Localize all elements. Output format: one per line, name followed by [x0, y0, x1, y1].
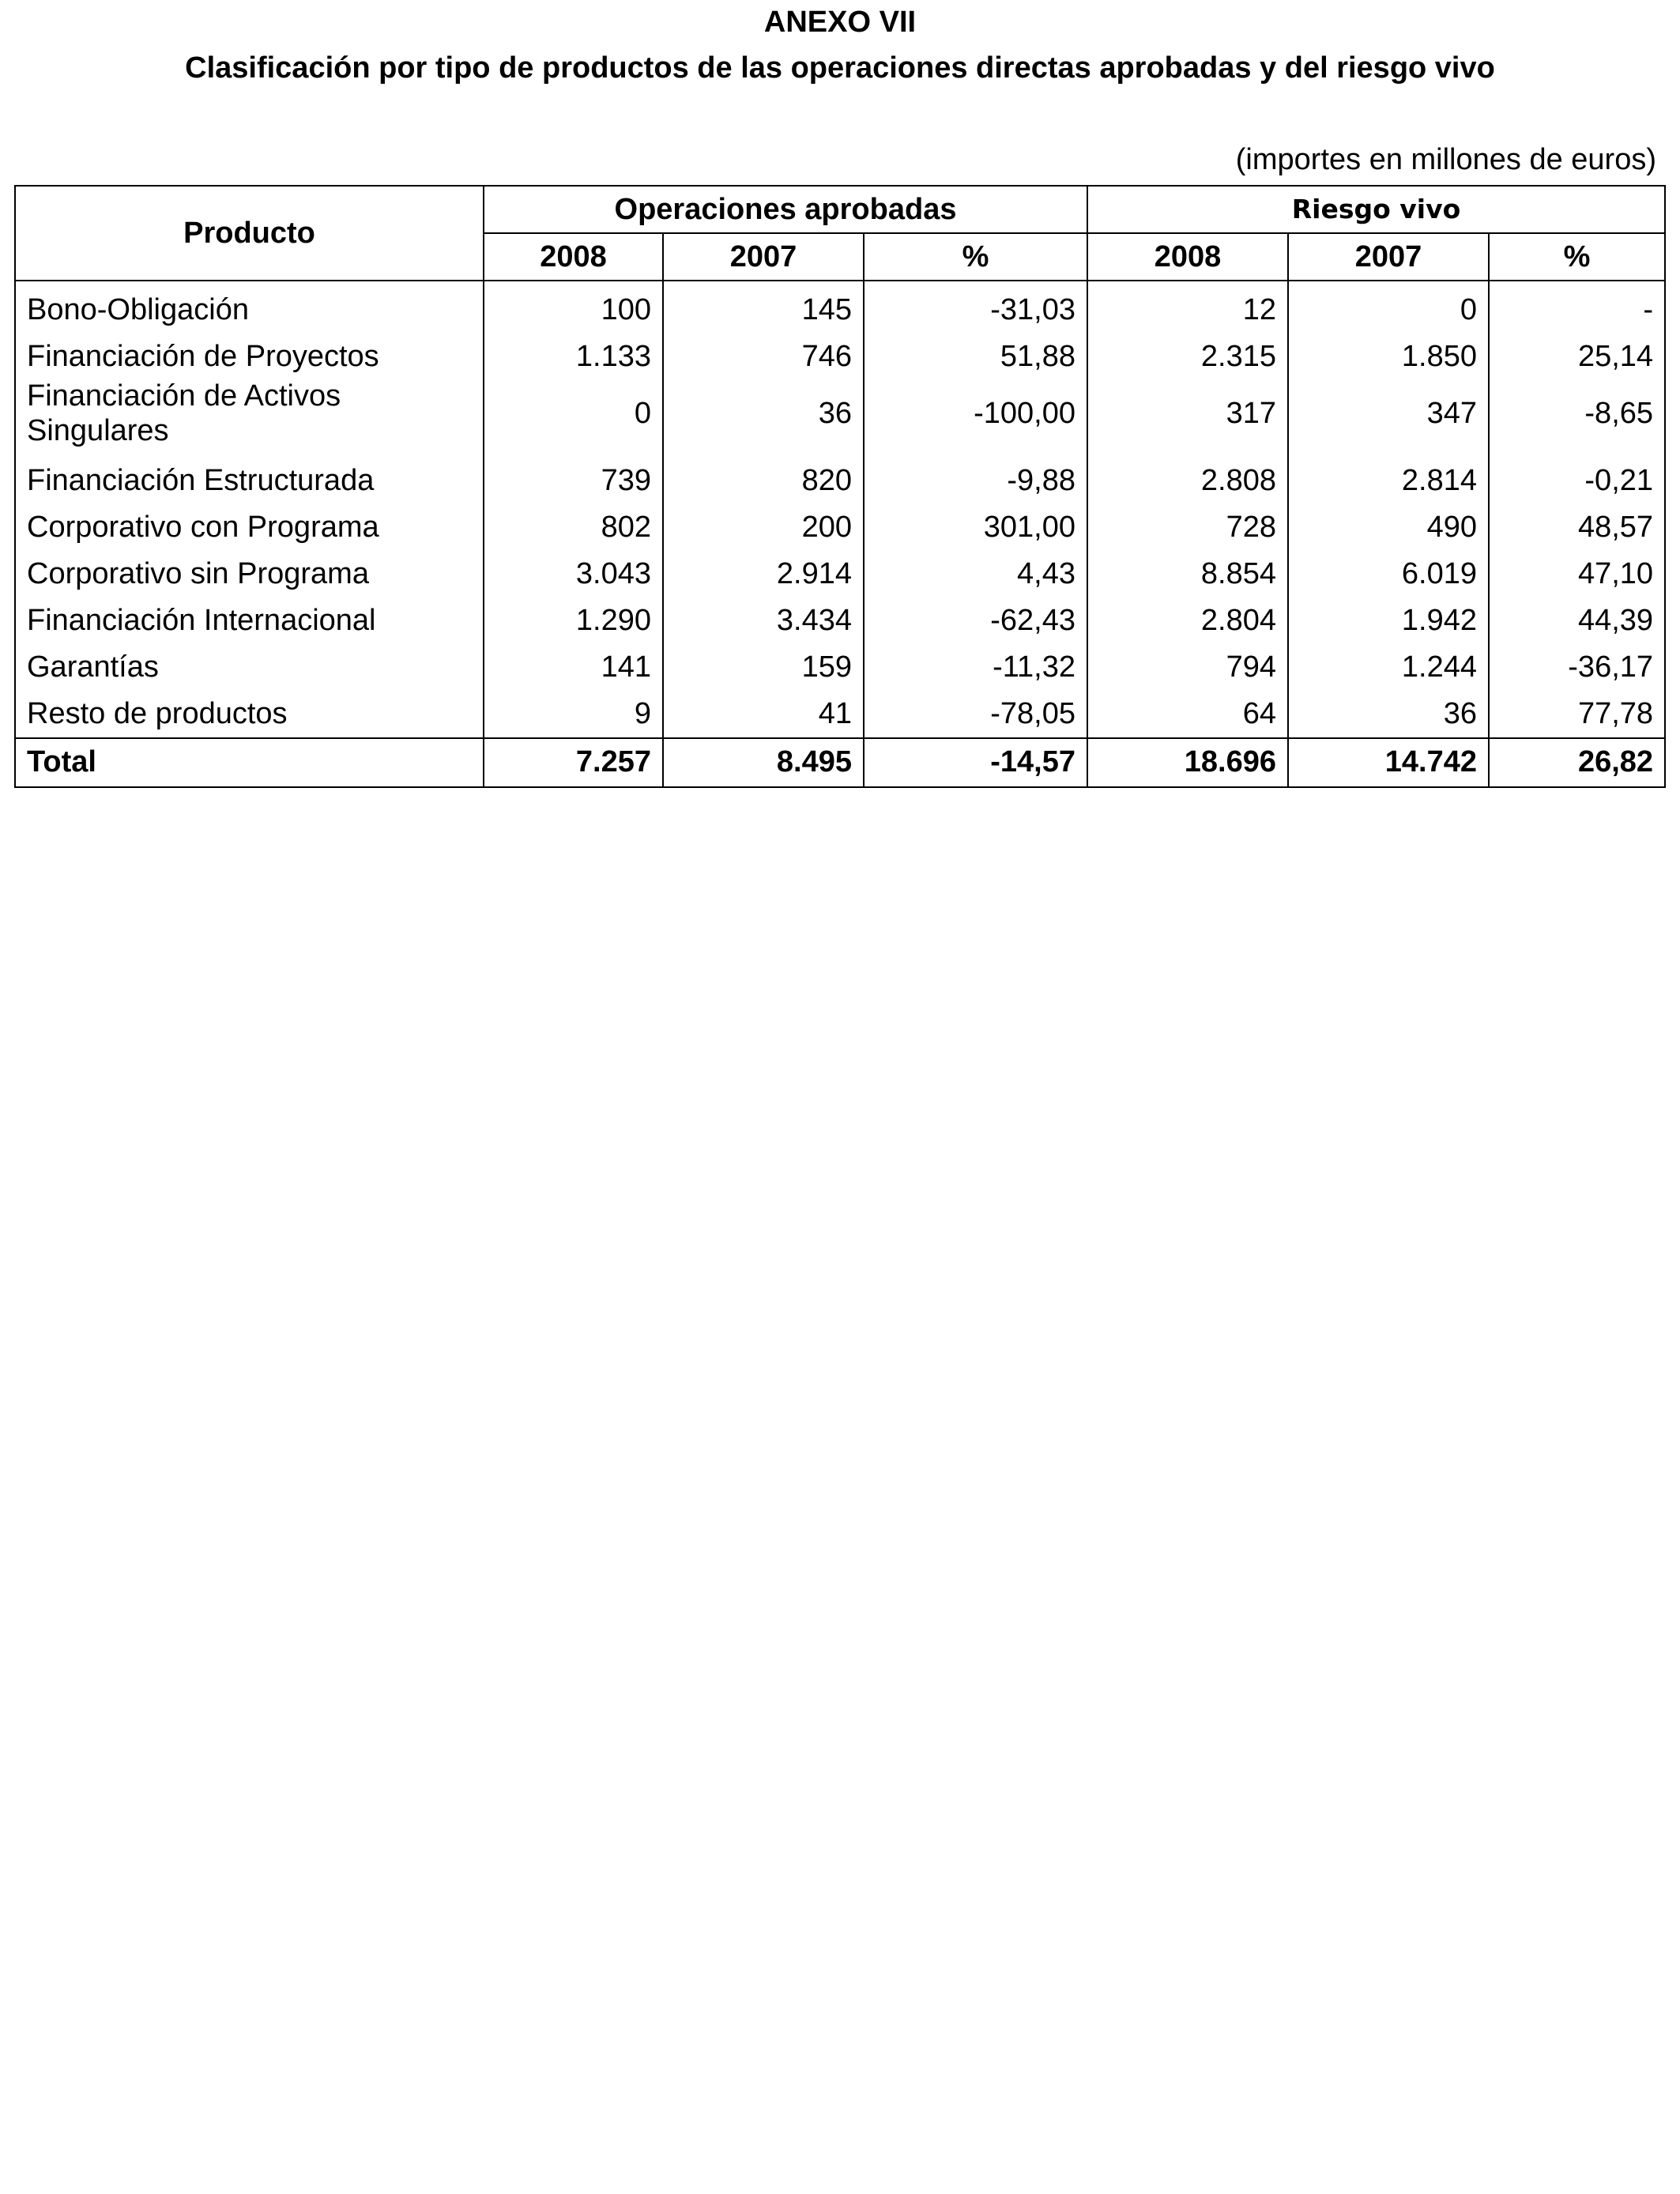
cell-aprobadas-2008: 141 [484, 639, 663, 686]
cell-riesgo-2008: 728 [1087, 499, 1288, 546]
cell-aprobadas-pct: 51,88 [864, 329, 1087, 375]
cell-riesgo-2007: 490 [1288, 499, 1489, 546]
cell-riesgo-pct: 77,78 [1489, 686, 1665, 738]
table-row [15, 329, 1665, 375]
total-label: Total [15, 738, 484, 787]
total-riesgo-2008: 18.696 [1087, 738, 1288, 787]
total-row [15, 738, 1665, 787]
document-subtitle: Clasificación por tipo de productos de las operaciones directas aprobadas y del riesgo vivo [185, 51, 1495, 85]
table-row [15, 375, 1665, 453]
cell-riesgo-pct: 25,14 [1489, 329, 1665, 375]
column-header-riesgo-pct: % [1489, 233, 1665, 281]
cell-aprobadas-pct: -31,03 [864, 281, 1087, 329]
cell-riesgo-pct: - [1489, 281, 1665, 329]
cell-riesgo-2007: 0 [1288, 281, 1489, 329]
cell-riesgo-2008: 64 [1087, 686, 1288, 738]
cell-aprobadas-2008: 100 [484, 281, 663, 329]
row-label: Corporativo sin Programa [15, 546, 484, 593]
column-header-aprobadas-2007: 2007 [663, 233, 864, 281]
cell-riesgo-2008: 317 [1087, 375, 1288, 453]
cell-aprobadas-2008: 1.290 [484, 593, 663, 639]
column-header-riesgo-2008: 2008 [1087, 233, 1288, 281]
cell-aprobadas-2007: 159 [663, 639, 864, 686]
cell-aprobadas-pct: 4,43 [864, 546, 1087, 593]
table-row [15, 546, 1665, 593]
cell-riesgo-2008: 2.808 [1087, 453, 1288, 499]
row-label: Financiación Internacional [15, 593, 484, 639]
cell-riesgo-pct: 47,10 [1489, 546, 1665, 593]
cell-riesgo-pct: -8,65 [1489, 375, 1665, 453]
column-header-producto: Producto [15, 186, 484, 281]
cell-aprobadas-2007: 36 [663, 375, 864, 453]
table-row [15, 453, 1665, 499]
cell-riesgo-2008: 794 [1087, 639, 1288, 686]
column-header-riesgo-2007: 2007 [1288, 233, 1489, 281]
cell-aprobadas-pct: -100,00 [864, 375, 1087, 453]
cell-riesgo-2007: 36 [1288, 686, 1489, 738]
cell-aprobadas-2007: 145 [663, 281, 864, 329]
cell-riesgo-pct: -36,17 [1489, 639, 1665, 686]
table-row [15, 499, 1665, 546]
total-aprobadas-2007: 8.495 [663, 738, 864, 787]
column-header-aprobadas-2008: 2008 [484, 233, 663, 281]
total-aprobadas-2008: 7.257 [484, 738, 663, 787]
total-riesgo-2007: 14.742 [1288, 738, 1489, 787]
table-row [15, 686, 1665, 738]
cell-aprobadas-pct: -62,43 [864, 593, 1087, 639]
cell-aprobadas-2008: 802 [484, 499, 663, 546]
cell-aprobadas-2008: 739 [484, 453, 663, 499]
cell-aprobadas-pct: -11,32 [864, 639, 1087, 686]
document-title: ANEXO VII [763, 6, 917, 39]
cell-aprobadas-2008: 0 [484, 375, 663, 453]
cell-aprobadas-pct: -78,05 [864, 686, 1087, 738]
cell-riesgo-2008: 12 [1087, 281, 1288, 329]
row-label: Bono-Obligación [15, 281, 484, 329]
row-label: Financiación de Proyectos [15, 329, 484, 375]
row-label: Financiación de Activos Singulares [15, 375, 484, 453]
cell-aprobadas-2008: 1.133 [484, 329, 663, 375]
cell-aprobadas-2007: 746 [663, 329, 864, 375]
cell-riesgo-2007: 6.019 [1288, 546, 1489, 593]
cell-riesgo-2007: 1.850 [1288, 329, 1489, 375]
products-table [14, 185, 1666, 788]
table-row [15, 639, 1665, 686]
total-aprobadas-pct: -14,57 [864, 738, 1087, 787]
table-row [15, 281, 1665, 329]
cell-aprobadas-2007: 41 [663, 686, 864, 738]
cell-riesgo-2007: 1.942 [1288, 593, 1489, 639]
cell-aprobadas-2008: 3.043 [484, 546, 663, 593]
cell-aprobadas-pct: 301,00 [864, 499, 1087, 546]
group-header-operaciones-aprobadas: Operaciones aprobadas [484, 186, 1087, 233]
table-row [15, 593, 1665, 639]
cell-riesgo-2007: 2.814 [1288, 453, 1489, 499]
cell-riesgo-2008: 2.804 [1087, 593, 1288, 639]
cell-riesgo-2008: 8.854 [1087, 546, 1288, 593]
row-label: Corporativo con Programa [15, 499, 484, 546]
group-header-riesgo-vivo: Riesgo vivo [1087, 186, 1665, 233]
cell-aprobadas-2008: 9 [484, 686, 663, 738]
cell-aprobadas-2007: 200 [663, 499, 864, 546]
cell-riesgo-pct: 48,57 [1489, 499, 1665, 546]
cell-aprobadas-2007: 820 [663, 453, 864, 499]
table-body [15, 281, 1665, 787]
cell-riesgo-2007: 1.244 [1288, 639, 1489, 686]
cell-aprobadas-2007: 2.914 [663, 546, 864, 593]
row-label: Resto de productos [15, 686, 484, 738]
total-riesgo-pct: 26,82 [1489, 738, 1665, 787]
cell-riesgo-2007: 347 [1288, 375, 1489, 453]
row-label: Garantías [15, 639, 484, 686]
column-header-aprobadas-pct: % [864, 233, 1087, 281]
units-note: (importes en millones de euros) [1235, 143, 1656, 176]
cell-aprobadas-2007: 3.434 [663, 593, 864, 639]
cell-riesgo-2008: 2.315 [1087, 329, 1288, 375]
header-row-groups [15, 186, 1665, 233]
row-label: Financiación Estructurada [15, 453, 484, 499]
cell-riesgo-pct: 44,39 [1489, 593, 1665, 639]
cell-aprobadas-pct: -9,88 [864, 453, 1087, 499]
cell-riesgo-pct: -0,21 [1489, 453, 1665, 499]
